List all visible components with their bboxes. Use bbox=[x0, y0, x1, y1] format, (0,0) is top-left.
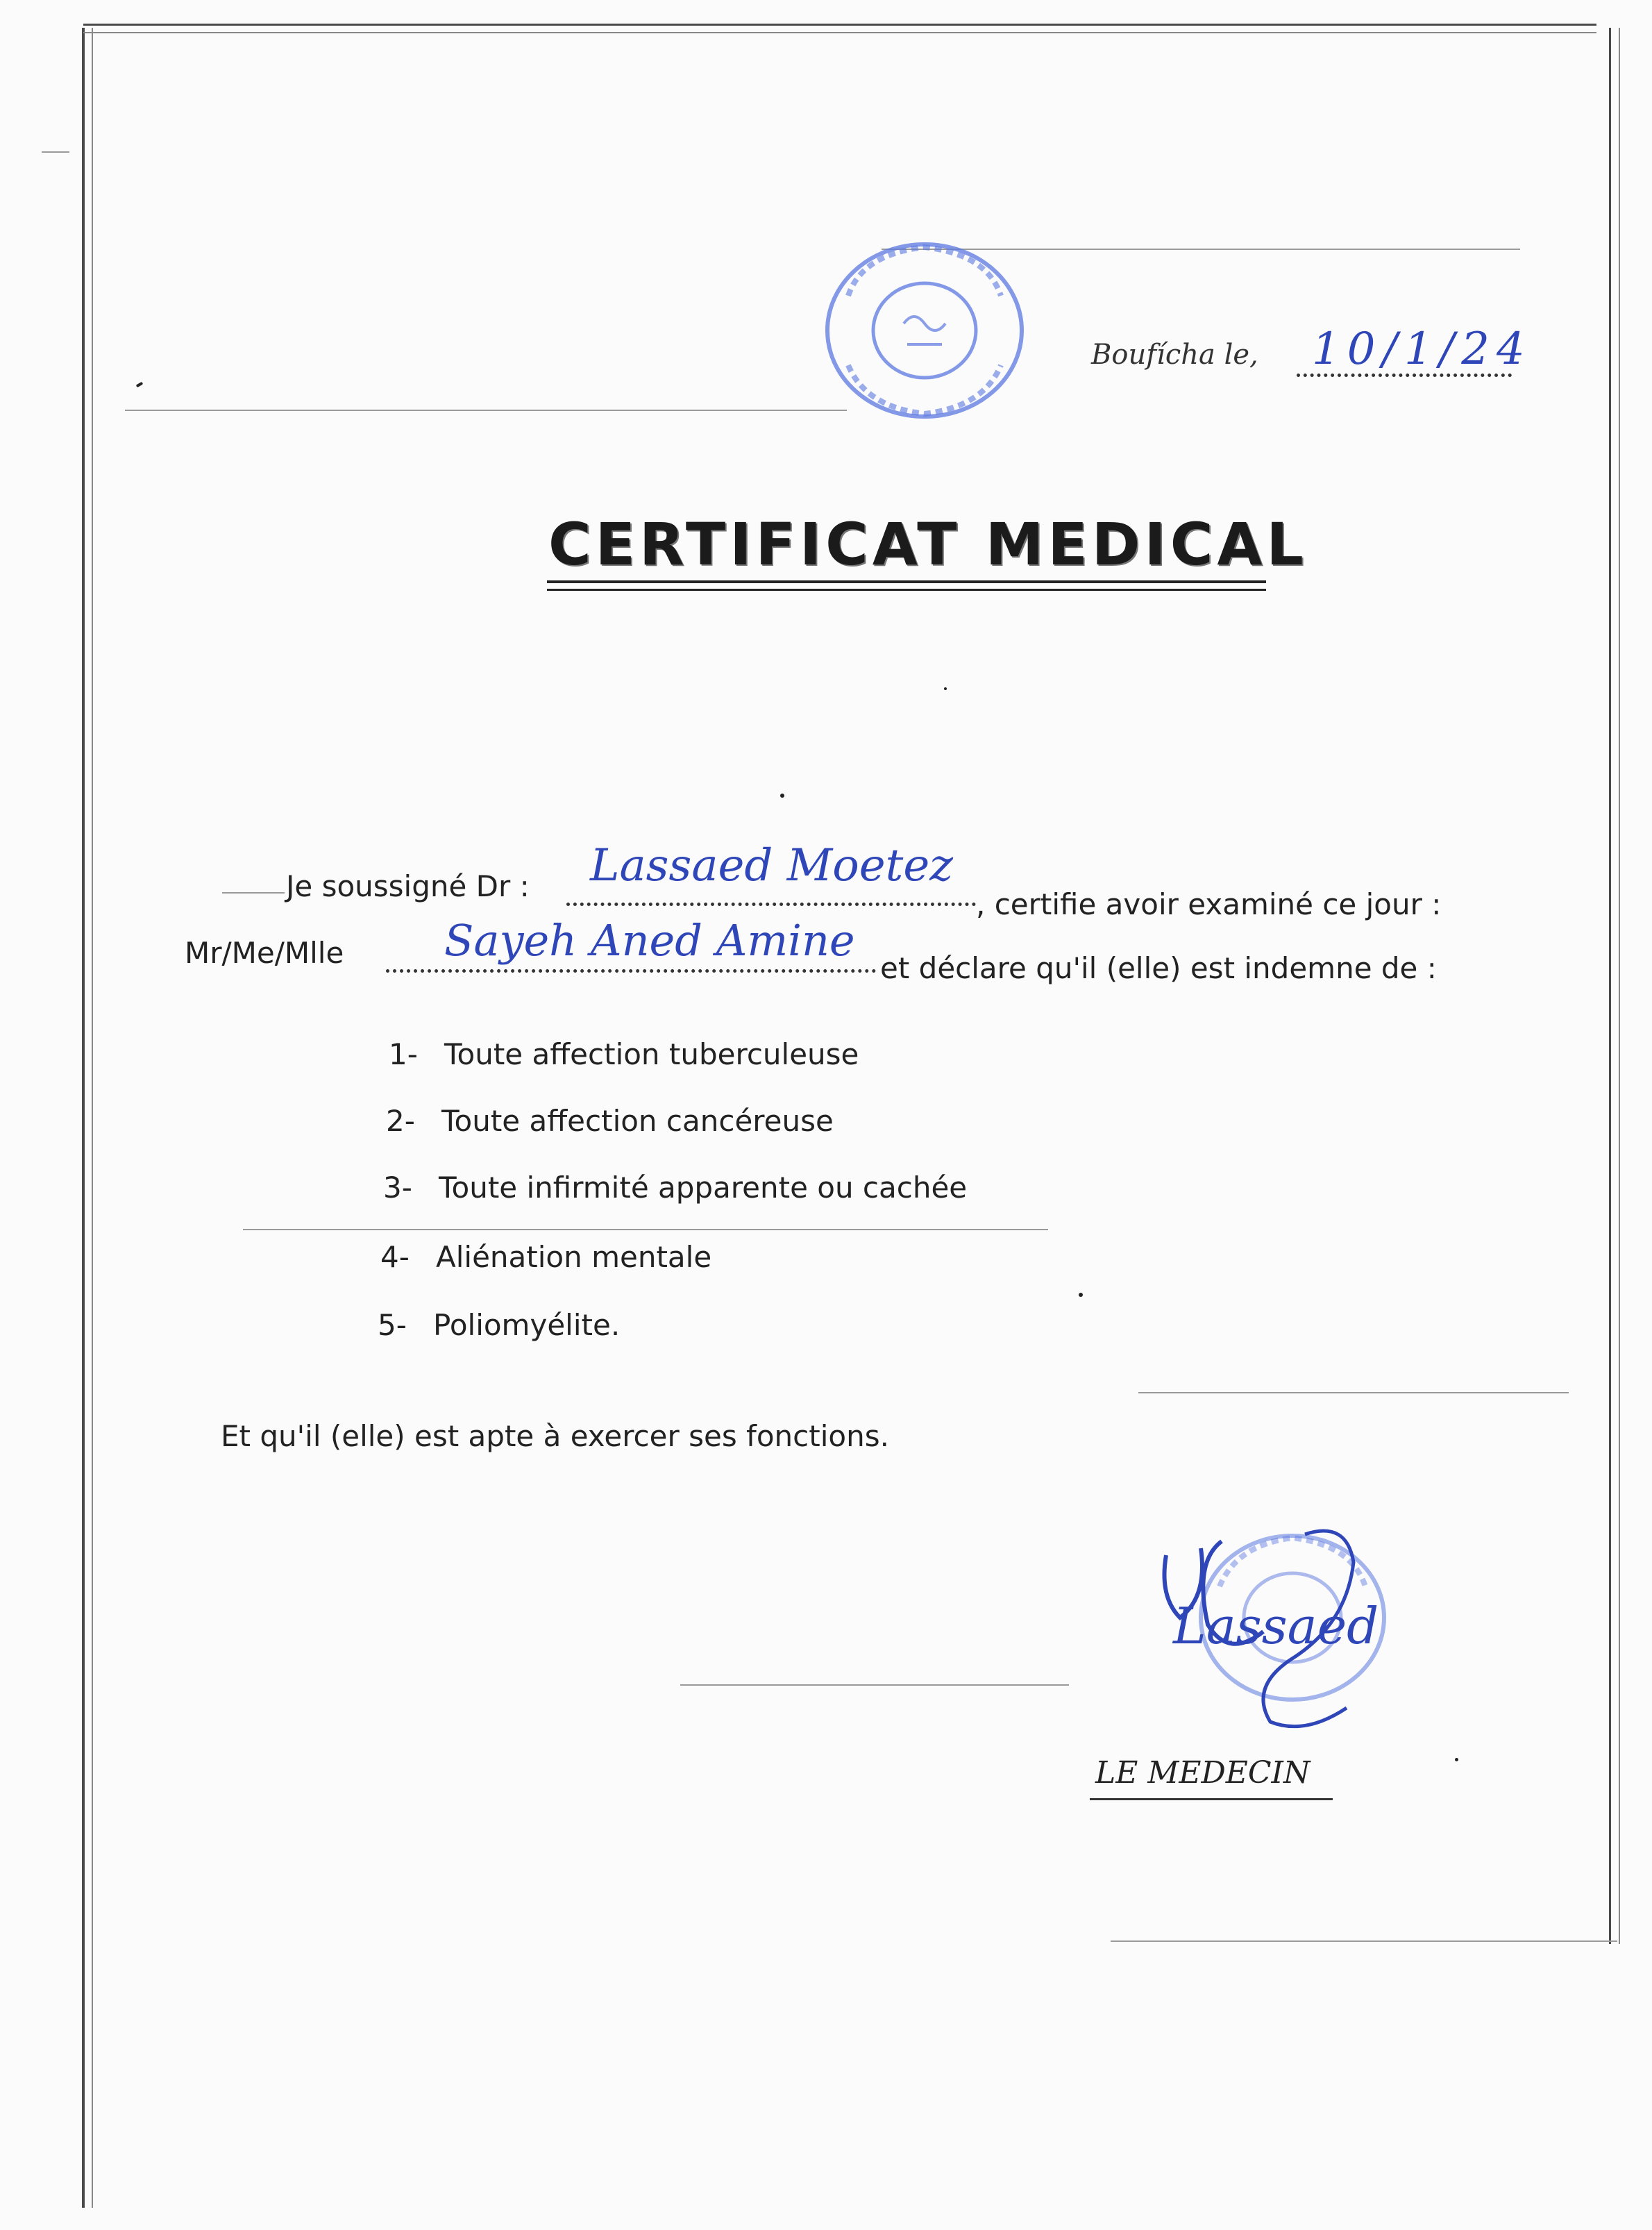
scan-line bbox=[222, 892, 285, 894]
frame-right-border bbox=[1609, 28, 1611, 1944]
closing-statement: Et qu'il (elle) est apte à exercer ses fonctions. bbox=[221, 1419, 889, 1453]
frame-left-border-inner bbox=[92, 28, 93, 2208]
date-label: Boufícha le, bbox=[1091, 339, 1258, 371]
condition-number: 2- bbox=[386, 1104, 415, 1138]
condition-item bbox=[383, 1171, 967, 1205]
condition-number: 3- bbox=[383, 1171, 412, 1205]
scan-line bbox=[1111, 1940, 1617, 1942]
condition-number: 4- bbox=[380, 1240, 410, 1274]
condition-item bbox=[386, 1104, 834, 1138]
condition-text: Aliénation mentale bbox=[436, 1240, 712, 1274]
signer-underline bbox=[1090, 1798, 1333, 1800]
frame-top-border-inner bbox=[83, 32, 1596, 33]
frame-left-border bbox=[82, 28, 85, 2208]
signer-title: LE MEDECIN bbox=[1095, 1755, 1310, 1791]
condition-text: Toute affection tuberculeuse bbox=[444, 1037, 859, 1071]
scan-line bbox=[680, 1684, 1069, 1686]
date-value: 10/1/24 bbox=[1312, 324, 1532, 375]
doctor-dotted-line bbox=[566, 903, 976, 906]
condition-item bbox=[378, 1308, 620, 1342]
patient-line-prefix: Mr/Me/Mlle bbox=[185, 936, 344, 970]
condition-text: Toute affection cancéreuse bbox=[441, 1104, 834, 1138]
scan-line bbox=[125, 410, 847, 411]
scan-speck bbox=[1079, 1293, 1083, 1297]
patient-line-suffix: et déclare qu'il (elle) est indemne de : bbox=[880, 951, 1437, 985]
condition-number: 5- bbox=[378, 1308, 407, 1342]
scan-speck bbox=[136, 382, 144, 387]
doctor-line-prefix: Je soussigné Dr : bbox=[286, 869, 530, 903]
official-stamp-icon bbox=[820, 233, 1029, 428]
condition-number: 1- bbox=[389, 1037, 418, 1071]
scan-line bbox=[243, 1229, 1048, 1230]
scan-line bbox=[42, 151, 69, 153]
frame-right-border-inner bbox=[1619, 28, 1620, 1944]
scan-speck bbox=[780, 794, 784, 798]
patient-dotted-line bbox=[386, 969, 876, 973]
frame-top-border bbox=[83, 24, 1596, 26]
condition-item bbox=[380, 1240, 711, 1274]
title-underline bbox=[547, 589, 1266, 591]
scan-line bbox=[1138, 1392, 1569, 1393]
page-title: CERTIFICAT MEDICAL bbox=[548, 510, 1308, 578]
condition-text: Toute infirmité apparente ou cachée bbox=[439, 1171, 968, 1205]
scan-speck bbox=[1455, 1758, 1458, 1761]
doctor-signature: Lassaed bbox=[1173, 1597, 1379, 1655]
doctor-line-suffix: , certifie avoir examiné ce jour : bbox=[976, 887, 1442, 921]
doctor-name: Lassaed Moetez bbox=[590, 840, 953, 891]
scan-speck bbox=[944, 687, 947, 690]
condition-item bbox=[389, 1037, 859, 1071]
patient-name: Sayeh Aned Amine bbox=[444, 915, 855, 966]
condition-text: Poliomyélite. bbox=[433, 1308, 621, 1342]
title-underline bbox=[547, 580, 1266, 583]
